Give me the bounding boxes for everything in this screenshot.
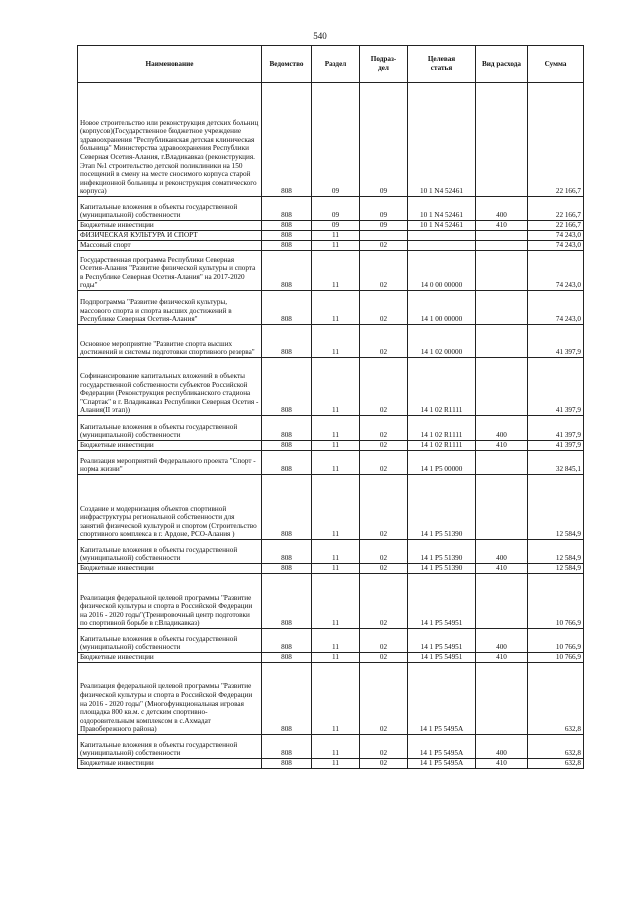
row-name: Реализация федеральной целевой программы "Развитие физической культуры и спорта в Российской Федерации на 2016 - 2020 годы"(Тренировочный центр подготовки по спортивной борьбе в г.Владикавказ) (78, 574, 262, 629)
row-expense: 400 (476, 197, 528, 221)
table-body (78, 83, 584, 769)
row-subsection: 02 (360, 564, 408, 574)
table-row (78, 574, 584, 629)
row-expense (476, 574, 528, 629)
row-expense: 410 (476, 759, 528, 769)
row-expense: 400 (476, 540, 528, 564)
row-subsection: 02 (360, 653, 408, 663)
table-row (78, 197, 584, 221)
row-section: 11 (312, 241, 360, 251)
row-dept: 808 (262, 251, 312, 291)
row-name: Бюджетные инвестиции (78, 564, 262, 574)
row-subsection: 02 (360, 663, 408, 735)
row-name: Реализация мероприятий Федерального проекта "Спорт - норма жизни" (78, 451, 262, 475)
row-target: 14 1 00 00000 (408, 291, 476, 325)
row-name: Бюджетные инвестиции (78, 759, 262, 769)
row-target: 14 1 02 00000 (408, 325, 476, 358)
row-expense (476, 241, 528, 251)
row-name: Капитальные вложения в объекты государственной (муниципальной) собственности (78, 197, 262, 221)
row-section: 11 (312, 564, 360, 574)
row-name: Государственная программа Республики Северная Осетия-Алания "Развитие физической культуры и спорта в Республике Северная Осетия-Алания" на 2017-2020 годы" (78, 251, 262, 291)
row-subsection: 02 (360, 251, 408, 291)
row-section: 11 (312, 451, 360, 475)
row-name: Массовый спорт (78, 241, 262, 251)
row-section: 11 (312, 358, 360, 416)
row-dept: 808 (262, 759, 312, 769)
row-section: 09 (312, 197, 360, 221)
row-target: 14 1 P5 51390 (408, 564, 476, 574)
table-row (78, 291, 584, 325)
table-row (78, 83, 584, 197)
budget-table (77, 45, 584, 769)
row-sum: 41 397,9 (528, 416, 584, 441)
row-sum: 74 243,0 (528, 241, 584, 251)
row-name: Реализация федеральной целевой программы "Развитие физической культуры и спорта в Российской Федерации на 2016 - 2020 годы" (Многофункциональная игровая площадка 800 кв.м. с детским спортивно-оздоровительным комплексом в с.Ахмадат Правобережного района) (78, 663, 262, 735)
row-expense (476, 325, 528, 358)
row-target: 14 1 P5 51390 (408, 475, 476, 540)
row-dept: 808 (262, 653, 312, 663)
row-sum: 41 397,9 (528, 358, 584, 416)
row-section: 11 (312, 475, 360, 540)
row-subsection: 02 (360, 358, 408, 416)
header-dept: Ведомство (262, 46, 312, 83)
row-dept: 808 (262, 83, 312, 197)
row-target: 14 1 02 R1111 (408, 358, 476, 416)
row-expense (476, 358, 528, 416)
header-sum: Сумма (528, 46, 584, 83)
table-row (78, 441, 584, 451)
row-target: 14 1 P5 00000 (408, 451, 476, 475)
row-sum: 32 845,1 (528, 451, 584, 475)
row-sum: 41 397,9 (528, 325, 584, 358)
row-target: 14 1 P5 51390 (408, 540, 476, 564)
row-target: 14 0 00 00000 (408, 251, 476, 291)
row-expense: 410 (476, 564, 528, 574)
row-name: Подпрограмма "Развитие физической культуры, массового спорта и спорта высших достижений в Республике Северная Осетия-Алания" (78, 291, 262, 325)
row-dept: 808 (262, 540, 312, 564)
table-row (78, 358, 584, 416)
table-header (78, 46, 584, 83)
row-subsection: 02 (360, 574, 408, 629)
row-target: 14 1 P5 5495A (408, 759, 476, 769)
row-section: 11 (312, 574, 360, 629)
header-name: Наименование (78, 46, 262, 83)
row-section: 11 (312, 325, 360, 358)
row-dept: 808 (262, 475, 312, 540)
row-sum: 12 584,9 (528, 564, 584, 574)
table-row (78, 451, 584, 475)
row-dept: 808 (262, 574, 312, 629)
row-subsection: 02 (360, 475, 408, 540)
row-dept: 808 (262, 197, 312, 221)
row-expense: 410 (476, 441, 528, 451)
row-expense (476, 451, 528, 475)
row-expense: 410 (476, 653, 528, 663)
table-row (78, 475, 584, 540)
row-section: 11 (312, 251, 360, 291)
row-section: 11 (312, 441, 360, 451)
row-subsection: 02 (360, 416, 408, 441)
table-row (78, 241, 584, 251)
row-sum: 632,8 (528, 663, 584, 735)
row-subsection (360, 231, 408, 241)
row-sum: 74 243,0 (528, 251, 584, 291)
row-dept: 808 (262, 231, 312, 241)
row-expense: 410 (476, 221, 528, 231)
row-target: 14 1 P5 5495A (408, 663, 476, 735)
table-row (78, 221, 584, 231)
row-dept: 808 (262, 221, 312, 231)
row-name: Новое строительство или реконструкция детских больниц (корпусов)(Государственное бюджетное учреждение здравоохранения "Республиканская детская клиническая больница" Министерства здравоохранения Республики Северная Осетия-Алания, г.Владикавказ (реконструкция. Этап №1 строительство детской поликлиники на 150 посещений в смену на месте сносимого корпуса старой инфекционной больницы и реконструкция соматического корпуса) (78, 83, 262, 197)
row-subsection: 02 (360, 241, 408, 251)
row-expense: 400 (476, 416, 528, 441)
row-dept: 808 (262, 629, 312, 653)
row-target: 10 1 N4 52461 (408, 221, 476, 231)
row-subsection: 02 (360, 540, 408, 564)
row-subsection: 02 (360, 441, 408, 451)
row-sum: 12 584,9 (528, 475, 584, 540)
row-expense (476, 663, 528, 735)
header-target: Целевая статья (408, 46, 476, 83)
row-dept: 808 (262, 735, 312, 759)
row-dept: 808 (262, 291, 312, 325)
row-target: 14 1 02 R1111 (408, 416, 476, 441)
table-row (78, 735, 584, 759)
row-expense (476, 251, 528, 291)
row-target: 14 1 P5 54951 (408, 574, 476, 629)
row-dept: 808 (262, 358, 312, 416)
row-name: Капитальные вложения в объекты государственной (муниципальной) собственности (78, 735, 262, 759)
row-section: 11 (312, 540, 360, 564)
row-sum: 74 243,0 (528, 291, 584, 325)
row-subsection: 02 (360, 451, 408, 475)
row-name: Капитальные вложения в объекты государственной (муниципальной) собственности (78, 540, 262, 564)
table-row (78, 564, 584, 574)
header-section: Раздел (312, 46, 360, 83)
row-section: 11 (312, 231, 360, 241)
row-target: 10 1 N4 52461 (408, 197, 476, 221)
row-subsection: 02 (360, 629, 408, 653)
row-section: 11 (312, 629, 360, 653)
row-subsection: 02 (360, 325, 408, 358)
row-name: Бюджетные инвестиции (78, 441, 262, 451)
row-expense (476, 291, 528, 325)
row-dept: 808 (262, 241, 312, 251)
row-name: Капитальные вложения в объекты государственной (муниципальной) собственности (78, 416, 262, 441)
row-target: 14 1 P5 54951 (408, 653, 476, 663)
row-section: 11 (312, 759, 360, 769)
table-row (78, 416, 584, 441)
row-sum: 10 766,9 (528, 574, 584, 629)
row-name: Капитальные вложения в объекты государственной (муниципальной) собственности (78, 629, 262, 653)
table-row (78, 251, 584, 291)
row-subsection: 09 (360, 221, 408, 231)
row-dept: 808 (262, 663, 312, 735)
header-expense: Вид расхода (476, 46, 528, 83)
row-sum: 10 766,9 (528, 629, 584, 653)
header-subsection: Подраз- дел (360, 46, 408, 83)
row-sum: 22 166,7 (528, 197, 584, 221)
table-row (78, 653, 584, 663)
table-row (78, 231, 584, 241)
row-section: 11 (312, 735, 360, 759)
row-subsection: 02 (360, 291, 408, 325)
row-section: 11 (312, 663, 360, 735)
page-number: 540 (313, 31, 327, 41)
table-row (78, 540, 584, 564)
row-expense (476, 231, 528, 241)
row-name: Бюджетные инвестиции (78, 221, 262, 231)
row-subsection: 09 (360, 197, 408, 221)
row-expense: 400 (476, 629, 528, 653)
row-target: 14 1 P5 5495A (408, 735, 476, 759)
table-row (78, 629, 584, 653)
row-expense (476, 83, 528, 197)
row-dept: 808 (262, 451, 312, 475)
table-row (78, 325, 584, 358)
row-sum: 41 397,9 (528, 441, 584, 451)
row-sum: 10 766,9 (528, 653, 584, 663)
row-name: Основное мероприятие "Развитие спорта высших достижений и системы подготовки спортивного резерва" (78, 325, 262, 358)
row-dept: 808 (262, 564, 312, 574)
row-sum: 632,8 (528, 759, 584, 769)
row-section: 11 (312, 416, 360, 441)
row-sum: 632,8 (528, 735, 584, 759)
row-dept: 808 (262, 441, 312, 451)
row-target: 14 1 02 R1111 (408, 441, 476, 451)
row-subsection: 02 (360, 735, 408, 759)
row-target (408, 231, 476, 241)
row-target (408, 241, 476, 251)
row-name: Софинансирование капитальных вложений в объекты государственной собственности субъектов Российской Федерации (Реконструкция республиканского стадиона "Спартак" в г. Владикавказ Республики Северная Осетия - Алания(II этап)) (78, 358, 262, 416)
row-expense (476, 475, 528, 540)
table-row (78, 759, 584, 769)
row-section: 11 (312, 653, 360, 663)
row-sum: 22 166,7 (528, 83, 584, 197)
row-dept: 808 (262, 416, 312, 441)
row-subsection: 09 (360, 83, 408, 197)
row-name: ФИЗИЧЕСКАЯ КУЛЬТУРА И СПОРТ (78, 231, 262, 241)
row-name: Бюджетные инвестиции (78, 653, 262, 663)
row-target: 14 1 P5 54951 (408, 629, 476, 653)
row-subsection: 02 (360, 759, 408, 769)
row-dept: 808 (262, 325, 312, 358)
row-section: 11 (312, 291, 360, 325)
row-expense: 400 (476, 735, 528, 759)
row-sum: 12 584,9 (528, 540, 584, 564)
table-row (78, 663, 584, 735)
row-target: 10 1 N4 52461 (408, 83, 476, 197)
row-name: Создание и модернизация объектов спортивной инфраструктуры региональной собственности для занятий физической культурой и спортом (Строительство спортивного комплекса в г. Ардоне, РСО-Алания ) (78, 475, 262, 540)
row-sum: 74 243,0 (528, 231, 584, 241)
row-section: 09 (312, 221, 360, 231)
row-section: 09 (312, 83, 360, 197)
row-sum: 22 166,7 (528, 221, 584, 231)
